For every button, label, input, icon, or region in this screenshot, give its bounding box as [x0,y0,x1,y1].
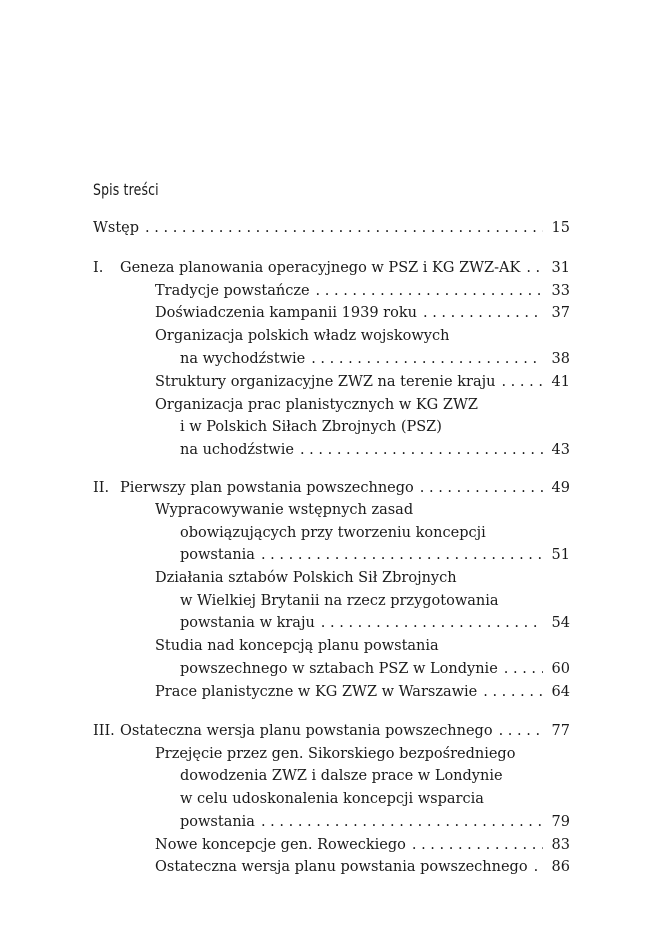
toc-page-number: 43 [551,442,570,458]
toc-page-number: 41 [551,374,570,390]
toc-entry-intro[interactable] [93,217,570,239]
leader-dots [499,720,543,742]
leader-dots [504,658,543,680]
leader-dots [501,371,543,393]
subsection-title: powstania [180,814,255,830]
toc-page-number: 37 [551,305,570,321]
subsection-title: na wychodźstwie [180,351,306,367]
leader-dots [261,811,543,833]
subsection-title: Doświadczenia kampanii 1939 roku [155,305,417,321]
toc-page-number: 60 [551,661,570,677]
subsection-title: Tradycje powstańcze [155,283,310,299]
toc-heading: Spis treści [93,180,159,199]
leader-dots [311,348,543,370]
chapter-number: II. [93,480,110,496]
subsection-title-line: Organizacja prac planistycznych w KG ZWZ [155,397,478,413]
subsection-title-line: w celu udoskonalenia koncepcji wsparcia [180,791,484,807]
toc-page-number: 64 [551,684,570,700]
subsection-title-line: Organizacja polskich władz wojskowych [155,328,450,344]
leader-dots [261,544,543,566]
toc-page-number: 33 [551,283,570,299]
toc-page-number: 54 [551,615,570,631]
toc-subsection[interactable] [180,612,570,634]
toc-page-number: 31 [551,260,570,276]
leader-dots [145,217,543,239]
subsection-title: na uchodźstwie [180,442,294,458]
chapter-title: Ostateczna wersja planu powstania powszechnego [120,723,493,739]
leader-dots [316,280,543,302]
leader-dots [534,856,543,878]
toc-page-number: 38 [551,351,570,367]
leader-dots [420,477,543,499]
leader-dots [412,834,543,856]
toc-subsection[interactable] [155,856,570,878]
toc-subsection[interactable] [155,280,570,302]
toc-page-number: 15 [551,220,570,236]
subsection-title: powszechnego w sztabach PSZ w Londynie [180,661,498,677]
toc-subsection[interactable] [180,658,570,680]
toc-subsection[interactable] [155,302,570,324]
toc-page-number: 77 [551,723,570,739]
subsection-title-line: Wypracowywanie wstępnych zasad [155,502,414,518]
toc-subsection[interactable] [180,544,570,566]
toc-page-number: 51 [551,547,570,563]
subsection-title-line: dowodzenia ZWZ i dalsze prace w Londynie [180,768,503,784]
toc-subsection[interactable] [180,439,570,461]
leader-dots [300,439,543,461]
chapter-title: Pierwszy plan powstania powszechnego [120,480,414,496]
chapter-title: Geneza planowania operacyjnego w PSZ i KG ZWZ-AK [120,260,521,276]
toc-page-number: 83 [551,837,570,853]
subsection-title-line: w Wielkiej Brytanii na rzecz przygotowania [180,593,499,609]
subsection-title-line: obowiązujących przy tworzeniu koncepcji [180,525,486,541]
toc-page-number: 86 [551,859,570,875]
subsection-title-line: Działania sztabów Polskich Sił Zbrojnych [155,570,457,586]
toc-subsection[interactable] [180,348,570,370]
toc-chapter-3[interactable] [93,720,570,742]
subsection-title: Ostateczna wersja planu powstania powszechnego [155,859,528,875]
toc-subsection[interactable] [180,811,570,833]
leader-dots [483,681,543,703]
chapter-number: III. [93,723,115,739]
subsection-title: Prace planistyczne w KG ZWZ w Warszawie [155,684,478,700]
subsection-title-line: Studia nad koncepcją planu powstania [155,638,439,654]
toc-page-number: 79 [551,814,570,830]
toc-chapter-1[interactable] [93,257,570,279]
subsection-title: powstania [180,547,255,563]
leader-dots [423,302,543,324]
toc-subsection[interactable] [155,834,570,856]
leader-dots [321,612,543,634]
toc-page-number: 49 [551,480,570,496]
chapter-number: I. [93,260,104,276]
subsection-title-line: Przejęcie przez gen. Sikorskiego bezpośredniego [155,746,516,762]
subsection-title: Nowe koncepcje gen. Roweckiego [155,837,406,853]
subsection-title: Struktury organizacyjne ZWZ na terenie kraju [155,374,496,390]
toc-entry-title: Wstęp [93,220,140,236]
toc-chapter-2[interactable] [93,477,570,499]
toc-subsection[interactable] [155,681,570,703]
toc-subsection[interactable] [155,371,570,393]
subsection-title: powstania w kraju [180,615,315,631]
leader-dots [526,257,543,279]
subsection-title-line: i w Polskich Siłach Zbrojnych (PSZ) [180,419,442,435]
